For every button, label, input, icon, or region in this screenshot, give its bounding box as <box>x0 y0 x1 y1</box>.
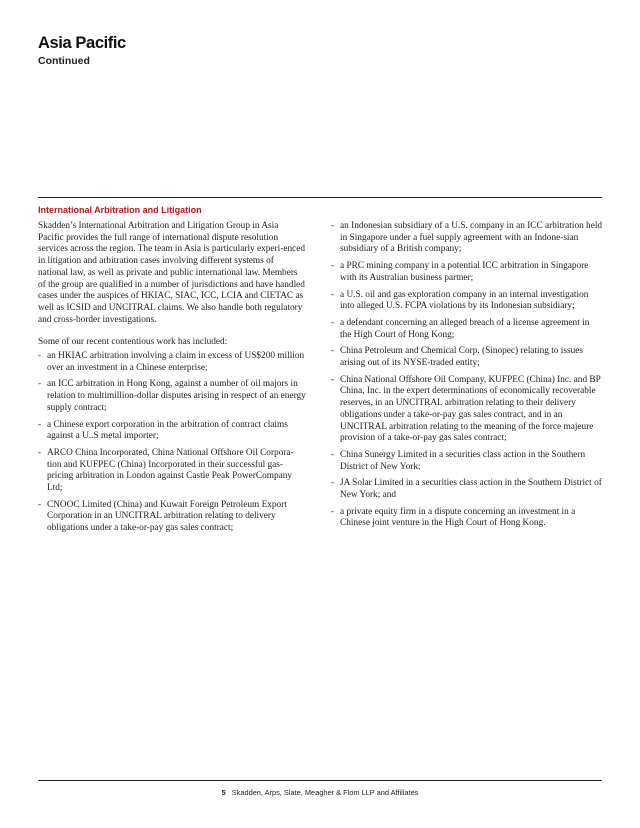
list-item: - a PRC mining company in a potential ICC arbitration in Singapore with its Australian business partner; <box>331 261 589 283</box>
list-item: - ARCO China Incorporated, China National Offshore Oil Corpora-tion and KUFPEC (China) Incorporated in their successful gas-pricing arbitration in London against Castle Peak PowerCompany Ltd; <box>38 447 294 494</box>
list-item: - an Indonesian subsidiary of a U.S. company in an ICC arbitration held in Singapore under a fuel supply agreement with an Indone-sian subsidiary of a British company; <box>331 221 603 255</box>
right-column <box>331 221 603 535</box>
left-list <box>38 351 306 535</box>
list-item: - an ICC arbitration in Hong Kong, against a number of oil majors in relation to multimillion-dollar disputes arising in respect of an energy supply contract; <box>38 379 306 413</box>
left-column <box>38 221 306 540</box>
list-item: - an HKIAC arbitration involving a claim in excess of US$200 million over an investment in a Chinese enterprise; <box>38 351 305 373</box>
page-footer <box>0 788 640 797</box>
list-item: - a U.S. oil and gas exploration company in an internal investigation into alleged U.S. FCPA violations by its Indonesian subsidiary; <box>331 289 589 312</box>
top-divider <box>38 197 602 198</box>
page-number: 5 <box>221 788 226 797</box>
section-heading: International Arbitration and Litigation <box>38 205 202 215</box>
list-item: - China National Offshore Oil Company, KUFPEC (China) Inc. and BP China, Inc. in the expert determinations of economically recoverable reserves, in an UNCITRAL arbitration relating to their delivery obligations under a take-or-pay gas sales contract, and in an UNCITRAL arbitration relating to the meaning of the force majeure provision of a take-or-pay gas sales contract; <box>331 374 601 444</box>
right-list <box>331 221 603 530</box>
footer-firm-name: Skadden, Arps, Slate, Meagher & Flom LLP and Affiliates <box>231 788 419 797</box>
list-item: - JA Solar Limited in a securities class action in the Southern District of New York; and <box>331 478 602 501</box>
list-item: - CNOOC Limited (China) and Kuwait Foreign Petroleum Export Corporation in an UNCITRAL arbitration relating to delivery obligations under a take-or-pay gas sales contract; <box>38 499 287 534</box>
page-subtitle: Continued <box>38 55 90 67</box>
list-item: - a defendant concerning an alleged breach of a license agreement in the High Court of Hong Kong; <box>331 317 590 340</box>
list-item: - China Petroleum and Chemical Corp. (Sinopec) relating to issues arising out of its NYSE-traded entity; <box>331 346 583 369</box>
bottom-divider <box>38 780 602 781</box>
intro-paragraph: Skadden’s International Arbitration and Litigation Group in Asia Pacific provides the full range of international dispute resolution services across the region. The team in Asia is particularly experi-enced in litigation and arbitration cases involving different systems of national law, as well as private and public international law. Members of the group are qualified in a number of jurisdictions and have handled cases under the auspices of HKIAC, SIAC, ICC, LCIA and CIETAC as well as ICSID and UNCITRAL claims. We also handle both regulatory and cross-border investigations. <box>38 221 306 325</box>
list-item: - China Sunergy Limited in a securities class action in the Southern District of New York; <box>331 449 586 472</box>
list-item: - a Chinese export corporation in the arbitration of contract claims against a U..S metal importer; <box>38 419 288 442</box>
list-intro: Some of our recent contentious work has included: <box>38 337 228 348</box>
page-title: Asia Pacific <box>38 34 126 52</box>
list-item: - a private equity firm in a dispute concerning an investment in a Chinese joint venture in the High Court of Hong Kong. <box>331 506 576 529</box>
